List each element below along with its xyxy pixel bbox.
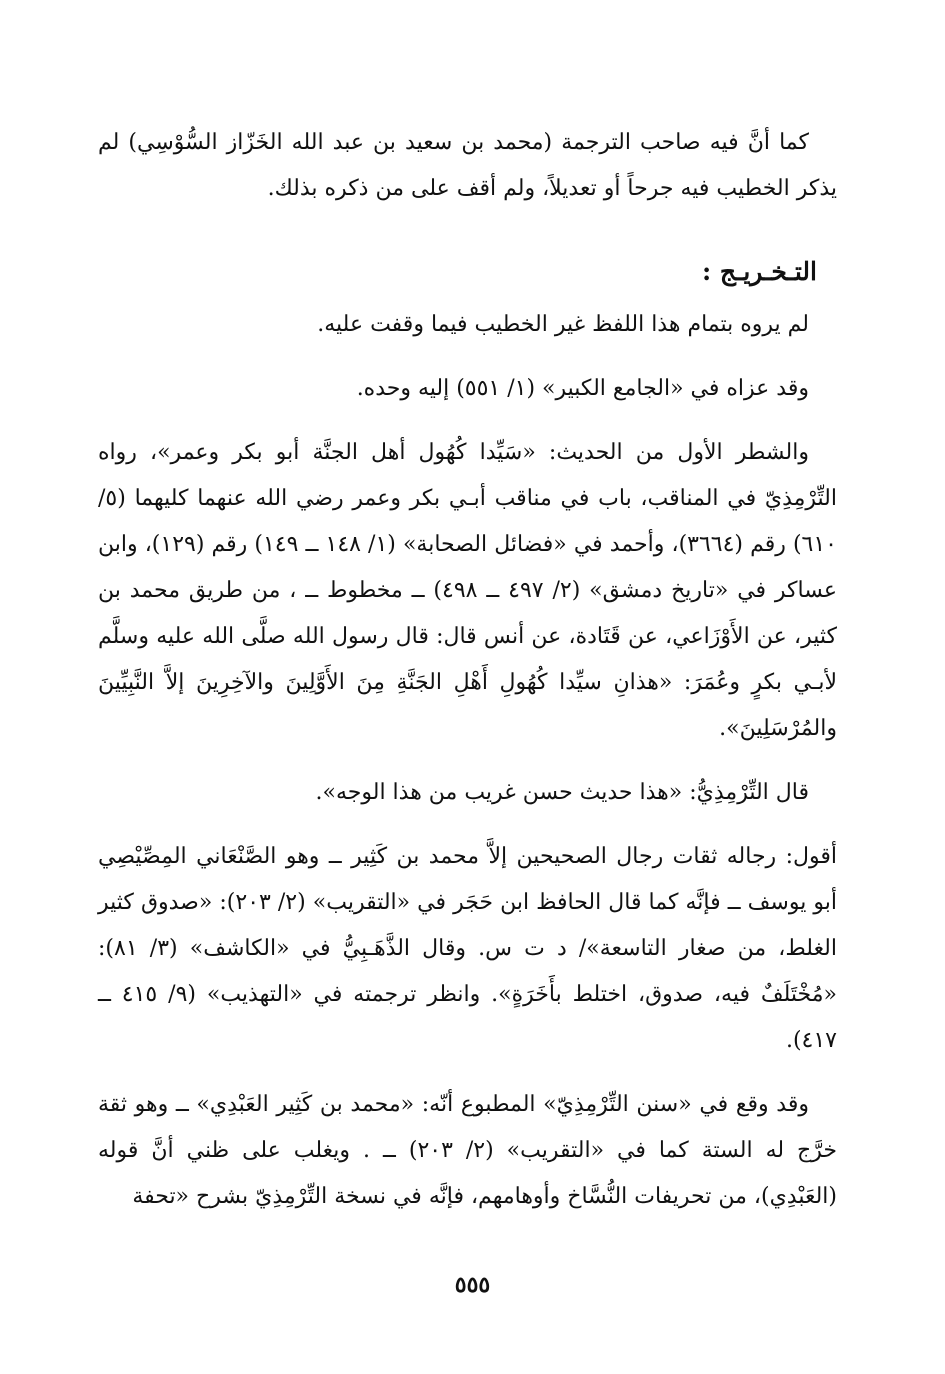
paragraph-1: لم يروه بتمام هذا اللفظ غير الخطيب فيما وقفت عليه.	[317, 312, 809, 337]
page-number: ٥٥٥	[454, 1272, 491, 1298]
section-heading-takhrij: التـخـريـج :	[701, 257, 817, 286]
paragraph-3: والشطر الأول من الحديث: «سَيِّدا كُهُول أهل الجنَّة أبو بكر وعمر»، رواه التِّرْمِذِيّ في المناقب، باب في مناقب أبـي بكر وعمر رضي الله عنهما كليهما (٥/ ٦١٠) رقم (٣٦٦٤)، وأحمد في «فضائل الصحابة» (١/ ١٤٨ ــ ١٤٩) رقم (١٢٩)، وابن عساكر في «تاريخ دمشق» (٢/ ٤٩٧ ــ ٤٩٨) ــ مخطوط ــ ، من طريق محمد بن كثير، عن الأَوْزَاعي، عن قَتَادة، عن أنس قال: قال رسول الله صلَّى الله عليه وسلَّم لأبـي بكرٍ وعُمَرَ: «هذانِ سيِّدا كُهُولِ أَهْلِ الجَنَّةِ مِنَ الأَوَّلِينَ والآخِرِينَ إلاَّ النَّبِيِّينَ والمُرْسَلِينَ».	[98, 440, 837, 741]
paragraph-4: قال التِّرْمِذِيُّ: «هذا حديث حسن غريب من هذا الوجه».	[315, 780, 809, 805]
paragraph-6: وقد وقع في «سنن التِّرْمِذِيّ» المطبوع أنّه: «محمد بن كَثِير العَبْدِي» ــ وهو ثقة خرَّج له الستة كما في «التقريب» (٢/ ٢٠٣) ــ . ويغلب على ظني أنَّ قوله (العَبْدِي)، من تحريفات النُّسَّاخ وأوهامهم، فإنَّه في نسخة التِّرْمِذِيّ بشرح «تحفة	[98, 1092, 837, 1209]
intro-paragraph: كما أنَّ فيه صاحب الترجمة (محمد بن سعيد بن عبد الله الخَزّاز السُّوْسِي) لم يذكر الخطيب فيه جرحاً أو تعديلاً، ولم أقف على من ذكره بذلك.	[98, 130, 837, 201]
paragraph-5: أقول: رجاله ثقات رجال الصحيحين إلاَّ محمد بن كَثِير ــ وهو الصَّنْعَاني المِصِّيْصِي أبو يوسف ــ فإنَّه كما قال الحافظ ابن حَجَر في «التقريب» (٢/ ٢٠٣): «صدوق كثير الغلط، من صغار التاسعة»/ د ت س. وقال الذَّهَـبِيُّ في «الكاشف» (٣/ ٨١): «مُخْتَلَفٌ فيه، صدوق، اختلط بأَخَرَةٍ». وانظر ترجمته في «التهذيب» (٩/ ٤١٥ ــ ٤١٧).	[98, 844, 838, 1053]
paragraph-2: وقد عزاه في «الجامع الكبير» (١/ ٥٥١) إليه وحده.	[356, 376, 809, 401]
